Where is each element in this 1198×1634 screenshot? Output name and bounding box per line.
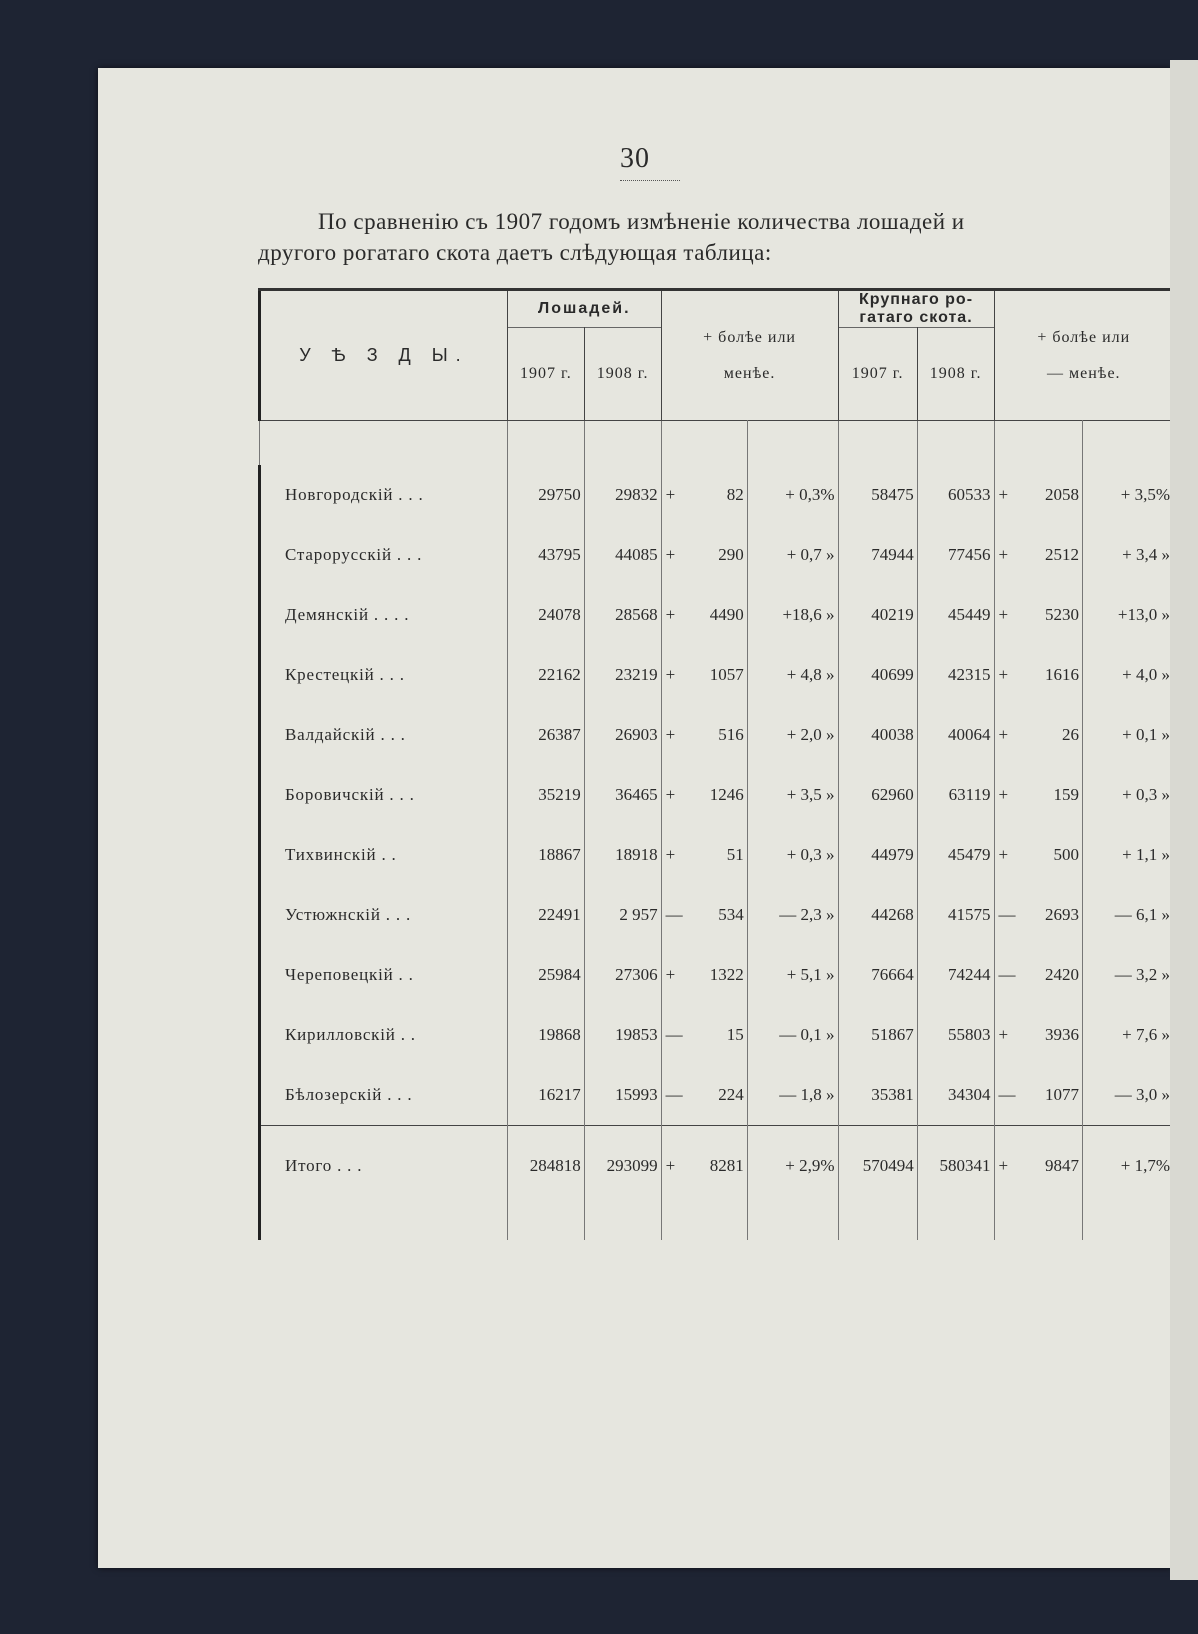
cell-h1907: 24078	[507, 585, 584, 645]
cell-c1908: 55803	[917, 1005, 994, 1065]
cell-c1908: 34304	[917, 1065, 994, 1126]
cell-value: 2512	[1045, 545, 1079, 564]
livestock-table-wrap	[258, 288, 1176, 1240]
cell-hp: + 0,3%	[747, 465, 838, 525]
table-row	[260, 945, 1175, 1005]
cell-value: 2420	[1045, 965, 1079, 984]
cell-hp: — 1,8 »	[747, 1065, 838, 1126]
cell-sign: +	[665, 545, 676, 564]
cell-c1907: 74944	[838, 525, 917, 585]
cell-sign: +	[998, 725, 1009, 744]
cell-value: 500	[1053, 845, 1079, 864]
cell-c1908: 63119	[917, 765, 994, 825]
header-uezd: У Ѣ З Д Ы.	[260, 290, 508, 421]
cell-cd	[994, 1126, 1082, 1207]
cell-sign: +	[665, 785, 676, 804]
cell-cd	[994, 885, 1082, 945]
table-row	[260, 885, 1175, 945]
cell-c1908: 77456	[917, 525, 994, 585]
cell-cp: — 6,1 »	[1083, 885, 1175, 945]
cell-h1907: 19868	[507, 1005, 584, 1065]
cell-value: 1322	[709, 965, 744, 984]
cell-value: 224	[718, 1085, 744, 1104]
cell-c1908: 45479	[917, 825, 994, 885]
cell-value: 26	[1062, 725, 1079, 744]
cell-cp: +13,0 »	[1083, 585, 1175, 645]
cell-cd	[994, 705, 1082, 765]
cell-c1908: 580341	[917, 1126, 994, 1207]
cell-name: Кирилловскій . .	[260, 1005, 508, 1065]
cell-hd	[661, 765, 747, 825]
cell-name: Крестецкій . . .	[260, 645, 508, 705]
table-row	[260, 585, 1175, 645]
cell-value: 1616	[1045, 665, 1079, 684]
cell-hp: — 2,3 »	[747, 885, 838, 945]
page-number: 30	[620, 143, 650, 174]
cell-h1907: 35219	[507, 765, 584, 825]
cell-value: 159	[1053, 785, 1079, 804]
cell-h1908: 44085	[584, 525, 661, 585]
cell-value: 5230	[1045, 605, 1079, 624]
cell-c1908: 41575	[917, 885, 994, 945]
cell-value: 8281	[709, 1156, 744, 1175]
table-row	[260, 1065, 1175, 1126]
cell-name: Тихвинскій . .	[260, 825, 508, 885]
cell-hd	[661, 525, 747, 585]
cell-h1908: 23219	[584, 645, 661, 705]
cell-cd	[994, 525, 1082, 585]
cell-sign: —	[998, 965, 1016, 984]
cell-sign: +	[998, 665, 1009, 684]
cell-c1907: 40699	[838, 645, 917, 705]
cell-sign: +	[665, 665, 676, 684]
table-row	[260, 525, 1175, 585]
cell-sign: +	[998, 605, 1009, 624]
cell-h1907: 16217	[507, 1065, 584, 1126]
header-horses-1907: 1907 г.	[507, 328, 584, 421]
cell-name: Старорусскій . . .	[260, 525, 508, 585]
table-row	[260, 465, 1175, 525]
cell-value: 1246	[709, 785, 744, 804]
cell-value: 290	[718, 545, 744, 564]
cell-c1907: 76664	[838, 945, 917, 1005]
cell-value: 1057	[709, 665, 744, 684]
cell-c1907: 44979	[838, 825, 917, 885]
cell-cp: + 0,3 »	[1083, 765, 1175, 825]
cell-sign: +	[998, 1156, 1009, 1175]
cell-h1907: 26387	[507, 705, 584, 765]
header-horses-diff	[661, 290, 838, 421]
cell-name: Итого . . .	[260, 1126, 508, 1207]
table-spacer-row	[260, 421, 1175, 466]
cell-hd	[661, 1065, 747, 1126]
cell-hd	[661, 1126, 747, 1207]
cell-h1907: 284818	[507, 1126, 584, 1207]
cell-hp: + 5,1 »	[747, 945, 838, 1005]
cell-sign: +	[665, 725, 676, 744]
table-row	[260, 1005, 1175, 1065]
cell-cd	[994, 585, 1082, 645]
cell-cd	[994, 765, 1082, 825]
cell-sign: +	[998, 545, 1009, 564]
cell-value: 2058	[1045, 485, 1079, 504]
cell-hd	[661, 585, 747, 645]
cell-value: 51	[726, 845, 744, 864]
cell-h1907: 22162	[507, 645, 584, 705]
cell-h1907: 22491	[507, 885, 584, 945]
cell-sign: +	[665, 845, 676, 864]
cell-c1908: 40064	[917, 705, 994, 765]
cell-h1908: 2 957	[584, 885, 661, 945]
cell-cp: + 3,4 »	[1083, 525, 1175, 585]
header-cattle-1907: 1907 г.	[838, 328, 917, 421]
cell-cd	[994, 1005, 1082, 1065]
cell-name: Новгородскій . . .	[260, 465, 508, 525]
cell-c1907: 51867	[838, 1005, 917, 1065]
cell-hp: + 2,0 »	[747, 705, 838, 765]
header-cattle-1908: 1908 г.	[917, 328, 994, 421]
table-row	[260, 705, 1175, 765]
cell-c1907: 40038	[838, 705, 917, 765]
cell-cd	[994, 945, 1082, 1005]
cell-sign: —	[665, 905, 683, 924]
cell-value: 9847	[1045, 1156, 1079, 1175]
header-horses-diff-line2: менѣе.	[723, 364, 776, 382]
cell-name: Демянскій . . . .	[260, 585, 508, 645]
cell-h1908: 293099	[584, 1126, 661, 1207]
cell-h1908: 19853	[584, 1005, 661, 1065]
document-page	[98, 68, 1172, 1568]
cell-name: Боровичскій . . .	[260, 765, 508, 825]
header-cattle	[838, 290, 994, 328]
cell-c1907: 44268	[838, 885, 917, 945]
cell-h1908: 29832	[584, 465, 661, 525]
table-body	[260, 421, 1175, 1241]
header-horses: Лошадей.	[507, 290, 661, 328]
cell-cd	[994, 1065, 1082, 1126]
cell-hp: + 0,3 »	[747, 825, 838, 885]
cell-sign: —	[665, 1025, 683, 1044]
cell-h1908: 15993	[584, 1065, 661, 1126]
cell-cp: + 0,1 »	[1083, 705, 1175, 765]
cell-sign: +	[998, 485, 1009, 504]
cell-sign: —	[998, 1085, 1016, 1104]
cell-hd	[661, 825, 747, 885]
header-cattle-line1: Крупнаго ро-	[859, 291, 974, 308]
table-total-row	[260, 1126, 1175, 1207]
cell-sign: +	[665, 605, 676, 624]
intro-paragraph	[258, 206, 1178, 268]
cell-c1907: 62960	[838, 765, 917, 825]
cell-name: Бѣлозерскій . . .	[260, 1065, 508, 1126]
cell-value: 15	[726, 1025, 744, 1044]
table-row	[260, 765, 1175, 825]
cell-cd	[994, 825, 1082, 885]
cell-hp: — 0,1 »	[747, 1005, 838, 1065]
table-row	[260, 645, 1175, 705]
cell-hd	[661, 465, 747, 525]
header-horses-diff-line1: + болѣе или	[703, 328, 796, 346]
cell-sign: —	[665, 1085, 683, 1104]
cell-hd	[661, 705, 747, 765]
cell-hd	[661, 1005, 747, 1065]
cell-cd	[994, 645, 1082, 705]
header-horses-1908: 1908 г.	[584, 328, 661, 421]
cell-hp: + 0,7 »	[747, 525, 838, 585]
cell-hp: + 2,9%	[747, 1126, 838, 1207]
cell-c1908: 74244	[917, 945, 994, 1005]
cell-cp: + 3,5%	[1083, 465, 1175, 525]
cell-sign: +	[998, 845, 1009, 864]
cell-value: 534	[718, 905, 744, 924]
cell-name: Устюжнскій . . .	[260, 885, 508, 945]
cell-sign: —	[998, 905, 1016, 924]
cell-c1907: 570494	[838, 1126, 917, 1207]
cell-hp: +18,6 »	[747, 585, 838, 645]
cell-value: 82	[726, 485, 744, 504]
adjacent-page-edge	[1170, 60, 1198, 1580]
cell-cp: + 4,0 »	[1083, 645, 1175, 705]
table-bottom-gap	[260, 1206, 1175, 1240]
livestock-table	[258, 288, 1176, 1240]
cell-h1907: 29750	[507, 465, 584, 525]
cell-sign: +	[998, 1025, 1009, 1044]
cell-h1908: 28568	[584, 585, 661, 645]
cell-h1908: 27306	[584, 945, 661, 1005]
table-row	[260, 825, 1175, 885]
cell-h1908: 26903	[584, 705, 661, 765]
cell-c1907: 40219	[838, 585, 917, 645]
cell-name: Череповецкій . .	[260, 945, 508, 1005]
cell-cp: + 1,7%	[1083, 1126, 1175, 1207]
cell-name: Валдайскій . . .	[260, 705, 508, 765]
cell-cp: — 3,0 »	[1083, 1065, 1175, 1126]
cell-value: 3936	[1045, 1025, 1079, 1044]
cell-cp: + 7,6 »	[1083, 1005, 1175, 1065]
cell-c1907: 35381	[838, 1065, 917, 1126]
cell-c1907: 58475	[838, 465, 917, 525]
page-number-ornament	[620, 180, 680, 181]
cell-hd	[661, 645, 747, 705]
cell-cd	[994, 465, 1082, 525]
cell-value: 2693	[1045, 905, 1079, 924]
header-cattle-line2: гатаго скота.	[859, 309, 973, 326]
cell-h1908: 36465	[584, 765, 661, 825]
cell-value: 4490	[709, 605, 744, 624]
cell-hp: + 4,8 »	[747, 645, 838, 705]
cell-sign: +	[665, 485, 676, 504]
cell-h1907: 18867	[507, 825, 584, 885]
cell-hd	[661, 885, 747, 945]
cell-c1908: 60533	[917, 465, 994, 525]
cell-sign: +	[998, 785, 1009, 804]
intro-line-2: другого рогатаго скота даетъ слѣдующая таблица:	[258, 240, 772, 265]
cell-c1908: 45449	[917, 585, 994, 645]
cell-value: 516	[718, 725, 744, 744]
cell-sign: +	[665, 1156, 676, 1175]
header-cattle-diff-line1: + болѣе или	[1037, 328, 1131, 346]
cell-value: 1077	[1045, 1085, 1079, 1104]
cell-c1908: 42315	[917, 645, 994, 705]
cell-cp: + 1,1 »	[1083, 825, 1175, 885]
header-cattle-diff	[994, 290, 1174, 421]
cell-hd	[661, 945, 747, 1005]
cell-h1908: 18918	[584, 825, 661, 885]
header-cattle-diff-line2: — менѣе.	[1046, 364, 1121, 382]
cell-sign: +	[665, 965, 676, 984]
cell-h1907: 25984	[507, 945, 584, 1005]
cell-h1907: 43795	[507, 525, 584, 585]
intro-line-1: По сравненію съ 1907 годомъ измѣненіе количества лошадей и	[318, 209, 965, 234]
cell-cp: — 3,2 »	[1083, 945, 1175, 1005]
cell-hp: + 3,5 »	[747, 765, 838, 825]
